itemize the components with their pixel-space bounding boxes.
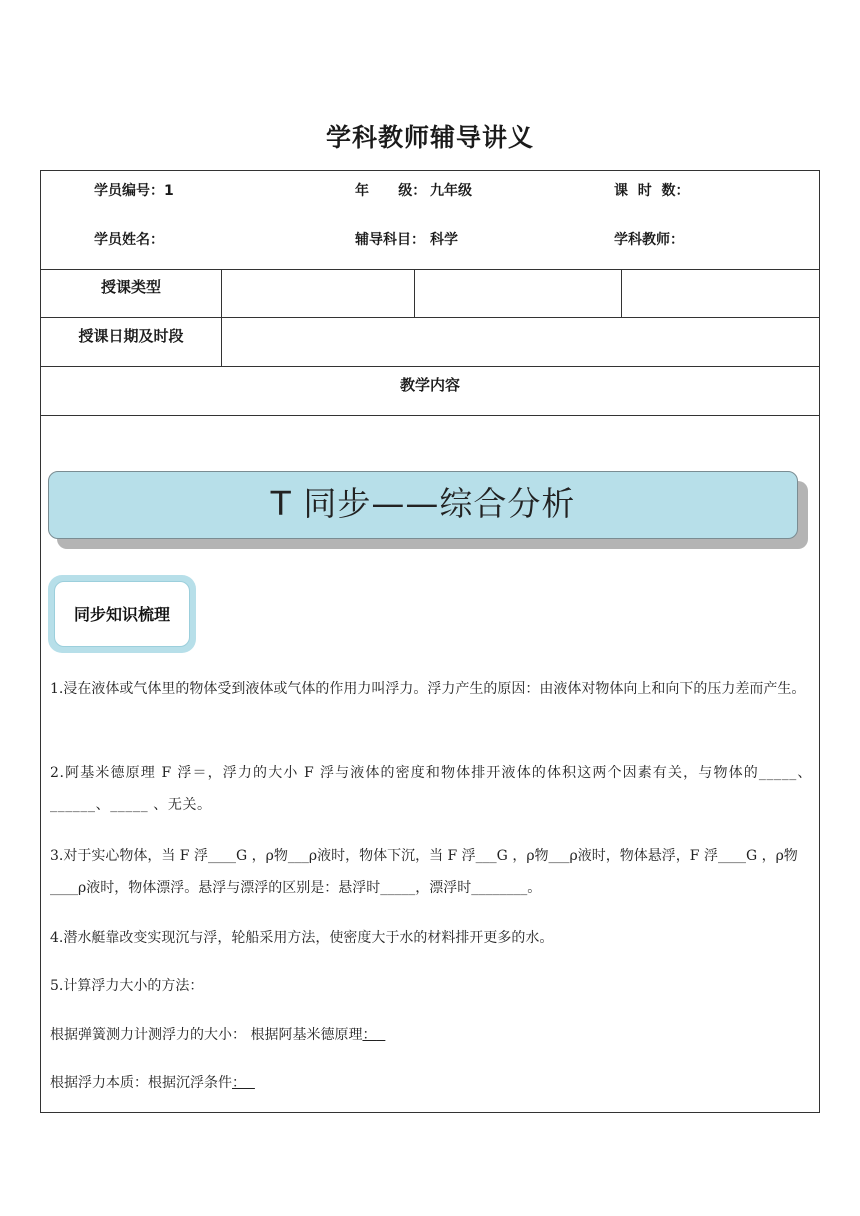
knowledge-point-2: 2.阿基米德原理 F 浮＝，浮力的大小 F 浮与液体的密度和物体排开液体的体积这两个因素有关，与物体的_____、______、_____ 、无关。 — [50, 765, 812, 813]
knowledge-point-4: 4.潜水艇靠改变实现沉与浮，轮船采用方法，使密度大于水的材料排开更多的水。 — [50, 930, 554, 946]
lesson-sheet-table — [40, 170, 820, 1113]
subject-label: 辅导科目： — [355, 232, 425, 248]
section-badge-inner — [54, 581, 190, 647]
knowledge-point-5: 5.计算浮力大小的方法： — [50, 978, 204, 994]
buoyancy-method-line-1 — [50, 1019, 812, 1051]
section-badge-label: 同步知识梳理 — [73, 605, 170, 624]
subject-value: 科学 — [430, 232, 458, 248]
section-banner: T 同步——综合分析 — [48, 471, 798, 539]
lesson-type-row — [41, 269, 819, 318]
student-name-label: 学员姓名： — [94, 232, 164, 248]
teaching-content-header: 教学内容 — [399, 376, 460, 394]
buoyancy-method-line-2 — [50, 1067, 812, 1099]
blank-underline: ： — [232, 1075, 246, 1091]
buoyancy-method-text: 根据弹簧测力计测浮力的大小： 根据阿基米德原理 — [50, 1027, 363, 1043]
column-divider — [621, 269, 622, 317]
grade-value: 九年级 — [430, 183, 472, 199]
teacher-label: 学科教师： — [614, 232, 684, 248]
lesson-type-label: 授课类型 — [41, 269, 222, 317]
knowledge-point-1: 1.浸在液体或气体里的物体受到液体或气体的作用力叫浮力。浮力产生的原因：由液体对物体向上和向下的压力差而产生。 — [50, 681, 806, 697]
class-hours-label: 课 时 数： — [614, 183, 690, 199]
knowledge-point-3: 3.对于实心物体，当 F 浮____G ，ρ物___ρ液时，物体下沉，当 F 浮___G ，ρ物___ρ液时，物体悬浮，F 浮____G ，ρ物____ρ液时，物体漂浮。悬浮与漂浮的区别是：悬浮时_____，漂浮时________。 — [50, 848, 798, 896]
lesson-date-label: 授课日期及时段 — [41, 318, 222, 366]
column-divider — [414, 269, 415, 317]
student-id: 学员编号：1 — [94, 183, 174, 199]
grade-label: 年 级： — [355, 183, 427, 199]
document-title: 学科教师辅导讲义 — [325, 123, 534, 152]
blank-underline: ： — [362, 1027, 377, 1043]
buoyancy-method-text: 根据浮力本质：根据沉浮条件 — [50, 1075, 232, 1091]
section-badge — [48, 575, 196, 653]
lesson-date-row — [41, 318, 819, 367]
student-info-section — [41, 171, 819, 270]
teaching-content-header-row — [41, 367, 819, 416]
